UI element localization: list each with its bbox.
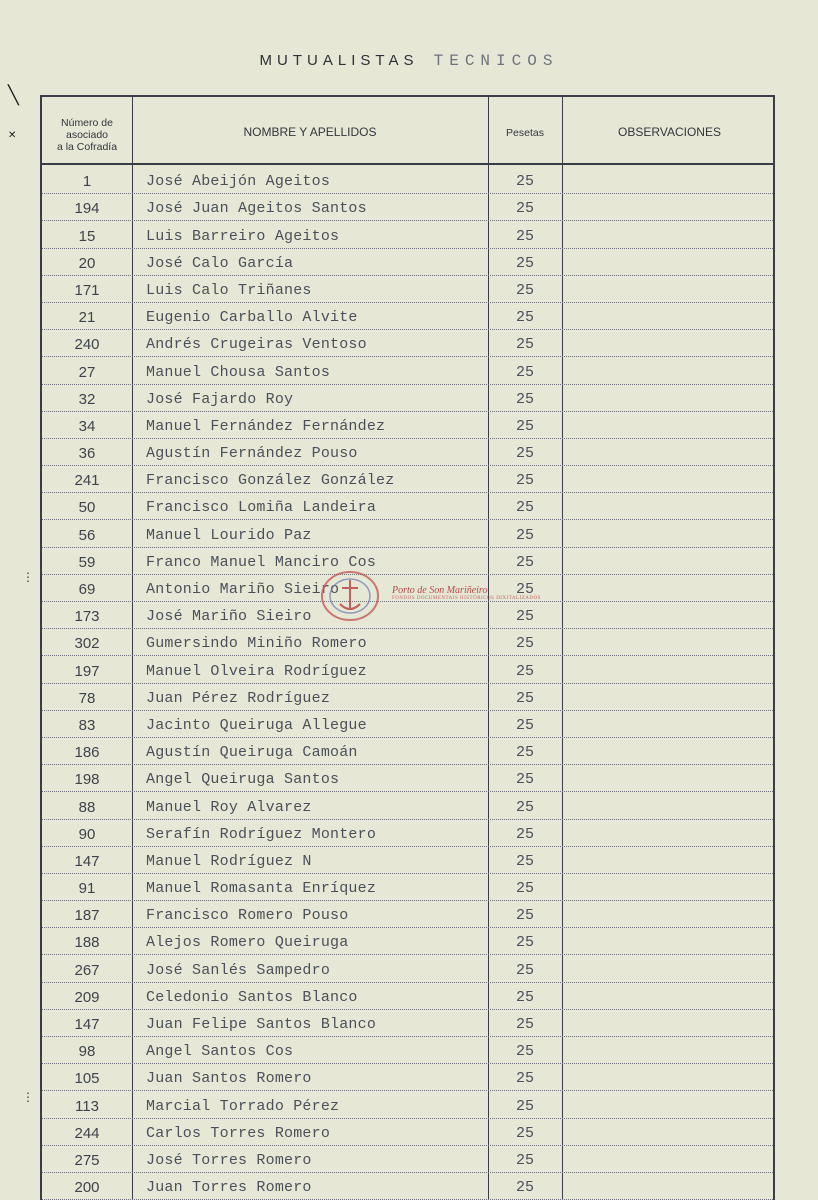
member-pesetas: 25 [515, 417, 534, 435]
member-name: Francisco González González [146, 472, 395, 490]
member-name: Juan Pérez Rodríguez [146, 689, 331, 707]
member-number: 198 [74, 771, 100, 789]
member-pesetas: 25 [515, 1124, 534, 1142]
member-name: Alejos Romero Queiruga [146, 934, 349, 952]
member-name: José Sanlés Sampedro [146, 961, 331, 979]
member-number: 27 [78, 363, 96, 381]
member-name: Angel Queiruga Santos [146, 771, 340, 789]
table-row [42, 901, 773, 928]
table-row [42, 1010, 773, 1037]
member-number: 59 [78, 553, 96, 571]
member-number: 105 [74, 1070, 100, 1088]
member-number: 171 [74, 281, 100, 299]
table-row [42, 439, 773, 466]
table-row [42, 1173, 773, 1200]
header-number [42, 97, 132, 163]
member-pesetas: 25 [515, 716, 534, 734]
table-row [42, 711, 773, 738]
member-number: 50 [78, 499, 96, 517]
table-row [42, 928, 773, 955]
member-number: 69 [78, 581, 96, 598]
member-number: 186 [74, 744, 100, 762]
member-name: Marcial Torrado Pérez [146, 1097, 340, 1115]
member-name: Juan Felipe Santos Blanco [146, 1016, 377, 1033]
table-row [42, 955, 773, 982]
member-name: Serafín Rodríguez Montero [146, 825, 377, 843]
member-name: Manuel Lourido Paz [146, 526, 312, 544]
member-name: Manuel Rodríguez N [146, 852, 312, 870]
member-pesetas: 25 [515, 798, 534, 816]
member-pesetas: 25 [515, 445, 534, 463]
member-pesetas: 25 [515, 744, 534, 762]
member-name: Luis Calo Triñanes [146, 281, 312, 299]
member-number: 98 [78, 1043, 96, 1061]
member-name: Manuel Olveira Rodríguez [146, 662, 367, 680]
member-name: Gumersindo Miniño Romero [146, 635, 367, 653]
member-pesetas: 25 [515, 173, 534, 191]
member-name: Francisco Romero Pouso [146, 907, 349, 925]
member-number: 20 [78, 254, 96, 272]
table-header [42, 97, 773, 165]
table-row [42, 1091, 773, 1118]
member-number: 88 [78, 798, 96, 816]
member-name: José Mariño Sieiro [146, 608, 312, 626]
header-pesetas: Pesetas [506, 127, 544, 139]
table-row [42, 276, 773, 303]
member-name: Jacinto Queiruga Allegue [146, 716, 367, 734]
table-row [42, 820, 773, 847]
member-pesetas: 25 [515, 227, 534, 245]
member-name: Manuel Romasanta Enríquez [146, 880, 377, 898]
member-name: Franco Manuel Manciro Cos [146, 553, 377, 571]
member-pesetas: 25 [515, 1097, 534, 1115]
table-row [42, 629, 773, 656]
header-observations: OBSERVACIONES [618, 125, 721, 139]
punch-hole-mark: ✕ [8, 130, 17, 141]
table-row [42, 330, 773, 357]
page-title [0, 52, 818, 70]
member-name: José Calo García [146, 254, 294, 272]
member-pesetas: 25 [515, 1016, 534, 1033]
member-pesetas: 25 [515, 499, 534, 517]
member-pesetas: 25 [515, 608, 534, 626]
punch-hole-mark: ╲ [8, 85, 19, 106]
member-number: 173 [74, 608, 100, 626]
table-row [42, 493, 773, 520]
table-row [42, 194, 773, 221]
member-pesetas: 25 [515, 635, 534, 653]
member-number: 147 [74, 1016, 100, 1033]
member-name: Andrés Crugeiras Ventoso [146, 336, 367, 354]
member-name: Manuel Fernández Fernández [146, 417, 386, 435]
table-row [42, 1064, 773, 1091]
member-pesetas: 25 [515, 281, 534, 299]
member-name: José Juan Ageitos Santos [146, 200, 367, 218]
member-name: Francisco Lomiña Landeira [146, 499, 377, 517]
member-name: Antonio Mariño Sieiro [146, 581, 340, 598]
member-pesetas: 25 [515, 907, 534, 925]
stamp-sublabel: FONDOS DOCUMENTAIS HISTÓRICOS DIXITALIZADOS [392, 596, 541, 601]
member-number: 1 [82, 173, 92, 191]
member-pesetas: 25 [515, 254, 534, 272]
member-number: 187 [74, 907, 100, 925]
member-number: 240 [74, 336, 100, 354]
member-number: 209 [74, 988, 100, 1006]
table-row [42, 548, 773, 575]
table-row [42, 847, 773, 874]
member-number: 91 [78, 880, 96, 898]
member-pesetas: 25 [515, 689, 534, 707]
table-row [42, 874, 773, 901]
table-body [42, 167, 773, 1200]
member-name: Luis Barreiro Ageitos [146, 227, 340, 245]
table-row [42, 412, 773, 439]
member-pesetas: 25 [515, 1151, 534, 1169]
table-row [42, 1119, 773, 1146]
table-row [42, 466, 773, 493]
member-name: Juan Santos Romero [146, 1070, 312, 1088]
ledger-table [40, 95, 775, 1200]
member-number: 147 [74, 852, 100, 870]
member-number: 302 [74, 635, 100, 653]
table-row [42, 602, 773, 629]
member-pesetas: 25 [515, 880, 534, 898]
member-number: 56 [78, 526, 96, 544]
member-pesetas: 25 [515, 581, 534, 598]
member-number: 200 [74, 1179, 100, 1197]
member-pesetas: 25 [515, 1179, 534, 1197]
member-number: 21 [78, 309, 96, 327]
punch-hole-mark: ⋮ [22, 1090, 34, 1104]
table-row [42, 792, 773, 819]
member-number: 267 [74, 961, 100, 979]
archive-stamp-icon [318, 568, 382, 624]
member-pesetas: 25 [515, 363, 534, 381]
member-name: Carlos Torres Romero [146, 1124, 331, 1142]
member-number: 34 [78, 417, 96, 435]
table-row [42, 983, 773, 1010]
title-main: MUTUALISTAS [259, 52, 419, 69]
table-row [42, 221, 773, 248]
punch-hole-mark: ⋮ [22, 570, 34, 584]
member-number: 36 [78, 445, 96, 463]
member-name: José Abeijón Ageitos [146, 173, 331, 191]
member-number: 15 [78, 227, 96, 245]
member-pesetas: 25 [515, 771, 534, 789]
table-row [42, 738, 773, 765]
member-name: Agustín Queiruga Camoán [146, 744, 358, 762]
member-pesetas: 25 [515, 200, 534, 218]
member-pesetas: 25 [515, 526, 534, 544]
table-row [42, 249, 773, 276]
table-row [42, 656, 773, 683]
member-number: 83 [78, 716, 96, 734]
member-number: 78 [78, 689, 96, 707]
table-row [42, 1146, 773, 1173]
stamp-label: Porto de Son Mariñeiro [392, 585, 488, 596]
header-number-line: a la Cofradía [56, 141, 118, 153]
member-name: Manuel Roy Alvarez [146, 798, 312, 816]
header-number-line: asociado [65, 129, 109, 141]
table-row [42, 765, 773, 792]
member-name: Angel Santos Cos [146, 1043, 294, 1061]
member-number: 241 [74, 472, 100, 490]
member-pesetas: 25 [515, 1043, 534, 1061]
member-name: Agustín Fernández Pouso [146, 445, 358, 463]
member-name: Celedonio Santos Blanco [146, 988, 358, 1006]
member-number: 113 [75, 1097, 99, 1115]
title-typed: TECNICOS [433, 52, 559, 70]
member-pesetas: 25 [515, 553, 534, 571]
member-pesetas: 25 [515, 662, 534, 680]
table-row [42, 167, 773, 194]
member-name: José Torres Romero [146, 1151, 312, 1169]
member-pesetas: 25 [515, 852, 534, 870]
member-pesetas: 25 [515, 472, 534, 490]
member-number: 188 [74, 934, 100, 952]
table-row [42, 1037, 773, 1064]
member-pesetas: 25 [515, 988, 534, 1006]
member-number: 275 [74, 1151, 100, 1169]
member-pesetas: 25 [515, 934, 534, 952]
member-pesetas: 25 [515, 961, 534, 979]
member-name: Manuel Chousa Santos [146, 363, 331, 381]
member-name: José Fajardo Roy [146, 390, 294, 408]
member-pesetas: 25 [515, 1070, 534, 1088]
member-number: 194 [74, 200, 100, 218]
archive-stamp-text [392, 585, 541, 601]
member-pesetas: 25 [515, 309, 534, 327]
header-number-line: Número de [61, 117, 113, 129]
member-name: Juan Torres Romero [146, 1179, 312, 1197]
table-row [42, 520, 773, 547]
table-row [42, 303, 773, 330]
member-number: 90 [78, 825, 96, 843]
table-row [42, 385, 773, 412]
member-name: Eugenio Carballo Alvite [146, 309, 358, 327]
member-pesetas: 25 [515, 390, 534, 408]
member-pesetas: 25 [515, 336, 534, 354]
table-row [42, 357, 773, 384]
member-number: 244 [74, 1124, 100, 1142]
table-row [42, 684, 773, 711]
member-pesetas: 25 [515, 825, 534, 843]
member-number: 32 [78, 390, 96, 408]
member-number: 197 [74, 662, 100, 680]
header-name: NOMBRE Y APELLIDOS [243, 125, 377, 139]
